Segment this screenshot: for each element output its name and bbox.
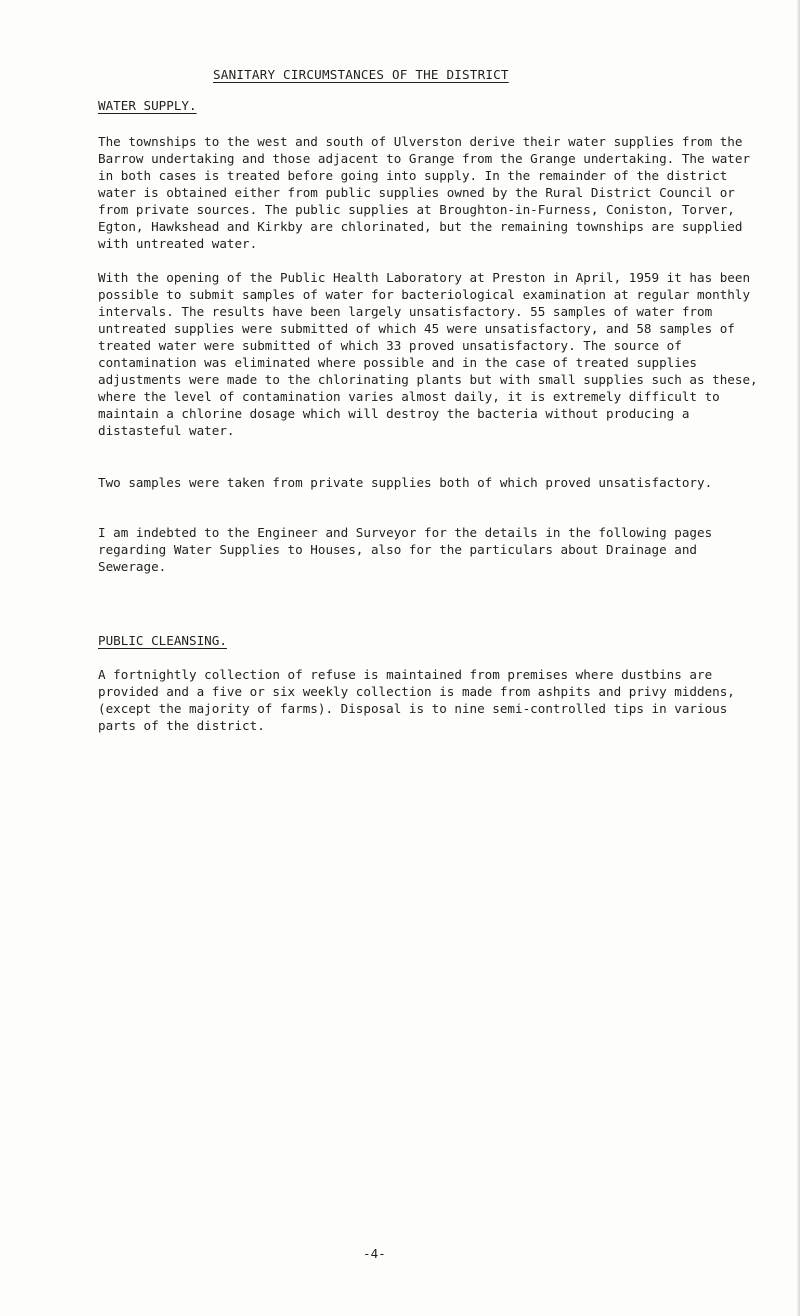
- water-supply-heading: WATER SUPPLY.: [98, 98, 197, 113]
- water-supply-paragraph-1: The townships to the west and south of Ulverston derive their water supplies from the Barrow undertaking and those adjacent to Grange from the Grange undertaking. The water in both cases is treated before going into supply. In the remainder of the district water is obtained either from public supplies owned by the Rural District Council or from private sources. The public supplies at Broughton-in-Furness, Coniston, Torver, Egton, Hawkshead and Kirkby are chlorinated, but the remaining townships are supplied with untreated water.: [98, 134, 751, 251]
- water-supply-paragraph-2: With the opening of the Public Health Laboratory at Preston in April, 1959 it has been possible to submit samples of water for bacteriological examination at regular monthly intervals. The results have been largely unsatisfactory. 55 samples of water from untreated supplies were submitted of which 45 were unsatisfactory, and 58 samples of treated water were submitted of which 33 proved unsatisfactory. The source of contamination was eliminated where possible and in the case of treated supplies adjustments were made to the chlorinating plants but with small supplies such as these, where the level of contamination varies almost daily, it is extremely difficult to maintain a chlorine dosage which will destroy the bacteria without producing a distasteful water.: [98, 270, 758, 438]
- public-cleansing-paragraph-1: A fortnightly collection of refuse is maintained from premises where dustbins are provided and a five or six weekly collection is made from ashpits and privy middens, (except the majority of farms). Disposal is to nine semi-controlled tips in various parts of the district.: [98, 667, 735, 733]
- water-supply-paragraph-4: I am indebted to the Engineer and Surveyor for the details in the following pages regarding Water Supplies to Houses, also for the particulars about Drainage and Sewerage.: [98, 525, 713, 574]
- public-cleansing-heading: PUBLIC CLEANSING.: [98, 633, 227, 648]
- page-number: -4-: [363, 1246, 386, 1261]
- page-title: SANITARY CIRCUMSTANCES OF THE DISTRICT: [213, 67, 509, 82]
- water-supply-paragraph-3: Two samples were taken from private supplies both of which proved unsatisfactory.: [98, 475, 713, 490]
